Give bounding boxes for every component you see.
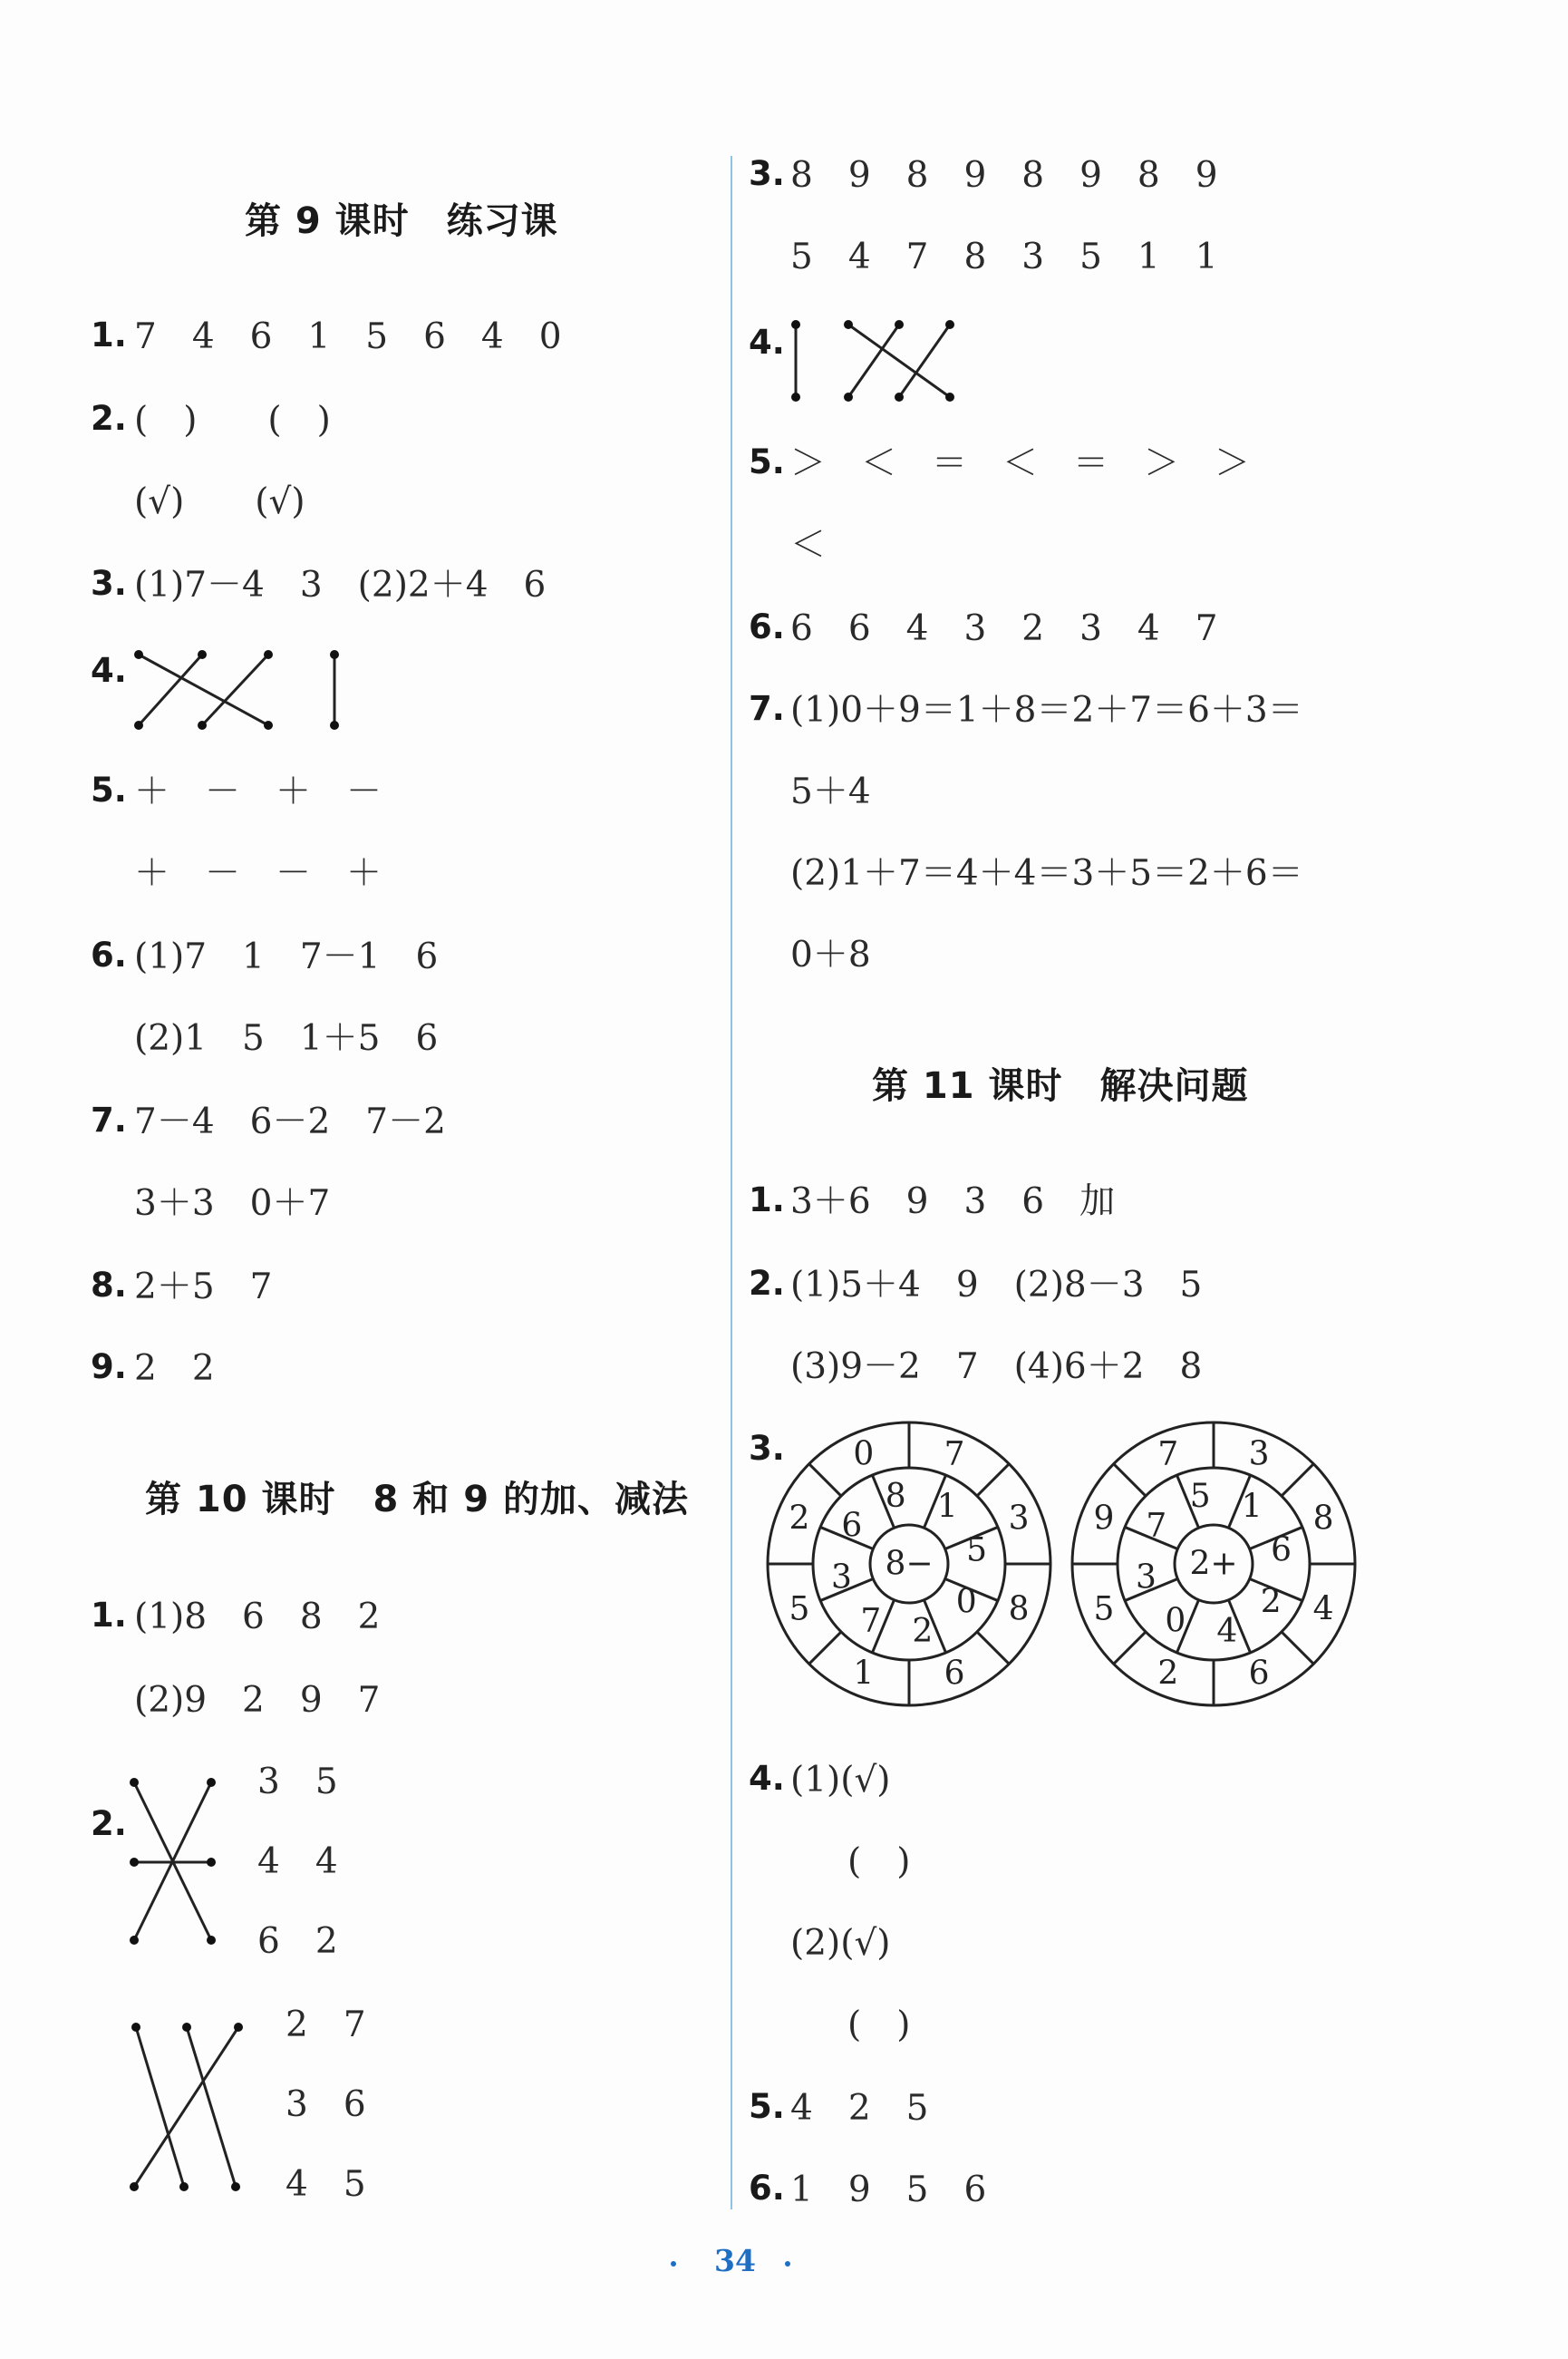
answer-text: (1)7－4 3 (2)2＋4 6 [134,565,547,606]
question-number: 3. [749,1429,785,1468]
wheel-inner-number: 3 [831,1558,852,1597]
answer-text: ( ) [847,2005,911,2045]
answer-text: (1)0＋9＝1＋8＝2＋7＝6＋3＝ [790,690,1303,731]
question-number: 5. [749,442,785,481]
wheel-outer-number: 1 [853,1655,875,1693]
question-number: 8. [91,1266,127,1305]
question-number: 5. [749,2087,785,2126]
wheel-inner-number: 0 [955,1583,977,1621]
wheel-center-label: 2+ [1189,1545,1238,1583]
question-number: 2. [91,1804,127,1843]
wheel-outer-number: 8 [1312,1500,1334,1538]
answer-text: 1 9 5 6 [790,2170,987,2210]
wheel-inner-number: 5 [1189,1477,1211,1515]
wheel-outer-number: 3 [1248,1435,1270,1473]
question-number: 2. [91,399,127,438]
answer-text: (2)1＋7＝4＋4＝3＋5＝2＋6＝ [790,853,1303,894]
wheel-outer-number: 7 [944,1435,965,1473]
answer-text: ＋ － － ＋ [134,853,382,894]
match-label: 3 6 [286,2084,366,2125]
answer-text: 2＋5 7 [134,1267,273,1307]
wheel-inner-number: 7 [1146,1507,1167,1545]
wheel-inner-number: 8 [885,1477,906,1515]
answer-text: (2)9 2 9 7 [134,1680,381,1721]
match-label: 4 5 [286,2164,366,2205]
wheel-inner-number: 6 [1271,1531,1292,1569]
question-number: 1. [91,1596,127,1635]
question-number: 6. [749,607,785,646]
match-label: 6 2 [257,1921,338,1962]
answer-text: (2)1 5 1＋5 6 [134,1018,439,1059]
question-number: 4. [749,323,785,362]
question-number: 7. [749,689,785,728]
question-number: 4. [91,651,127,690]
wheel-inner-number: 1 [1241,1488,1263,1526]
lesson9-title: 第 9 课时 练习课 [245,200,558,242]
answer-text: (1)(√) [790,1760,891,1801]
answer-text: 2 2 [134,1348,215,1389]
answer-text: 0＋8 [790,935,871,976]
answer-text: ＞ ＜ ＝ ＜ ＝ ＞ ＞ [790,443,1251,484]
number-wheel-minus [768,1422,1050,1705]
question-number: 4. [749,1759,785,1798]
question-number: 7. [91,1101,127,1140]
wheel-inner-number: 3 [1136,1558,1157,1597]
question-number: 6. [91,936,127,975]
wheel-outer-number: 3 [1008,1500,1030,1538]
answer-text: (3)9－2 7 (4)6＋2 8 [790,1346,1203,1387]
wheel-outer-number: 5 [789,1590,810,1628]
page-number: 34 [714,2243,756,2278]
wheel-outer-number: 2 [1157,1655,1179,1693]
match-label: 4 4 [257,1841,338,1882]
wheel-inner-number: 0 [1165,1602,1186,1640]
wheel-inner-number: 5 [966,1531,987,1569]
match-label: 3 5 [257,1762,338,1802]
wheel-outer-number: 5 [1093,1590,1115,1628]
answer-text: 4 2 5 [790,2088,929,2129]
left-q2-matching-lines-a [134,1782,211,1940]
wheel-outer-number: 7 [1157,1435,1179,1473]
page-dot-left [671,2261,676,2267]
answer-text: (2)(√) [790,1923,891,1964]
wheel-outer-number: 4 [1312,1590,1334,1628]
answer-text: ( ) ( ) [134,400,331,441]
wheel-outer-number: 9 [1093,1500,1115,1538]
wheel-inner-number: 6 [841,1507,863,1545]
answer-text: (1)8 6 8 2 [134,1597,381,1637]
wheel-inner-number: 7 [860,1602,882,1640]
left-q2-matching-lines-b [134,2027,238,2187]
question-number: 6. [749,2169,785,2208]
page-dot-right [785,2261,790,2267]
answer-text: 7－4 6－2 7－2 [134,1102,446,1142]
wheel-inner-number: 2 [1260,1583,1282,1621]
answer-text: ( ) [847,1841,911,1882]
answer-text: ＜ [790,525,827,566]
wheel-outer-number: 2 [789,1500,810,1538]
question-number: 1. [749,1180,785,1219]
number-wheel-plus [1072,1422,1355,1705]
answer-text: 8 9 8 9 8 9 8 9 [790,155,1218,196]
right-q4-matching-lines [796,325,950,397]
answer-text: 3＋3 0＋7 [134,1183,331,1224]
answer-text: ＋ － ＋ － [134,772,382,812]
answer-text: 6 6 4 3 2 3 4 7 [790,608,1218,649]
wheel-inner-number: 4 [1216,1613,1238,1651]
answer-text: (1)7 1 7－1 6 [134,937,439,977]
lesson11-title: 第 11 课时 解决问题 [872,1065,1249,1107]
answer-text: (1)5＋4 9 (2)8－3 5 [790,1265,1203,1306]
wheel-outer-number: 0 [853,1435,875,1473]
question-number: 9. [91,1347,127,1386]
question-number: 1. [91,316,127,354]
match-label: 2 7 [286,2005,366,2045]
wheel-inner-number: 2 [912,1613,934,1651]
answer-text: 5 4 7 8 3 5 1 1 [790,237,1218,277]
lesson10-title: 第 10 课时 8 和 9 的加、减法 [145,1479,689,1520]
question-number: 5. [91,771,127,810]
answer-text: 7 4 6 1 5 6 4 0 [134,316,562,357]
question-number: 3. [749,154,785,193]
left-q4-matching-lines [139,655,334,725]
answer-text: (√) (√) [134,481,305,522]
question-number: 2. [749,1264,785,1303]
wheel-outer-number: 6 [1248,1655,1270,1693]
wheel-outer-number: 8 [1008,1590,1030,1628]
question-number: 3. [91,564,127,603]
wheel-inner-number: 1 [936,1488,958,1526]
answer-text: 3＋6 9 3 6 加 [790,1181,1116,1222]
answer-text: 5＋4 [790,772,871,812]
wheel-outer-number: 6 [944,1655,965,1693]
wheel-center-label: 8− [885,1545,934,1583]
